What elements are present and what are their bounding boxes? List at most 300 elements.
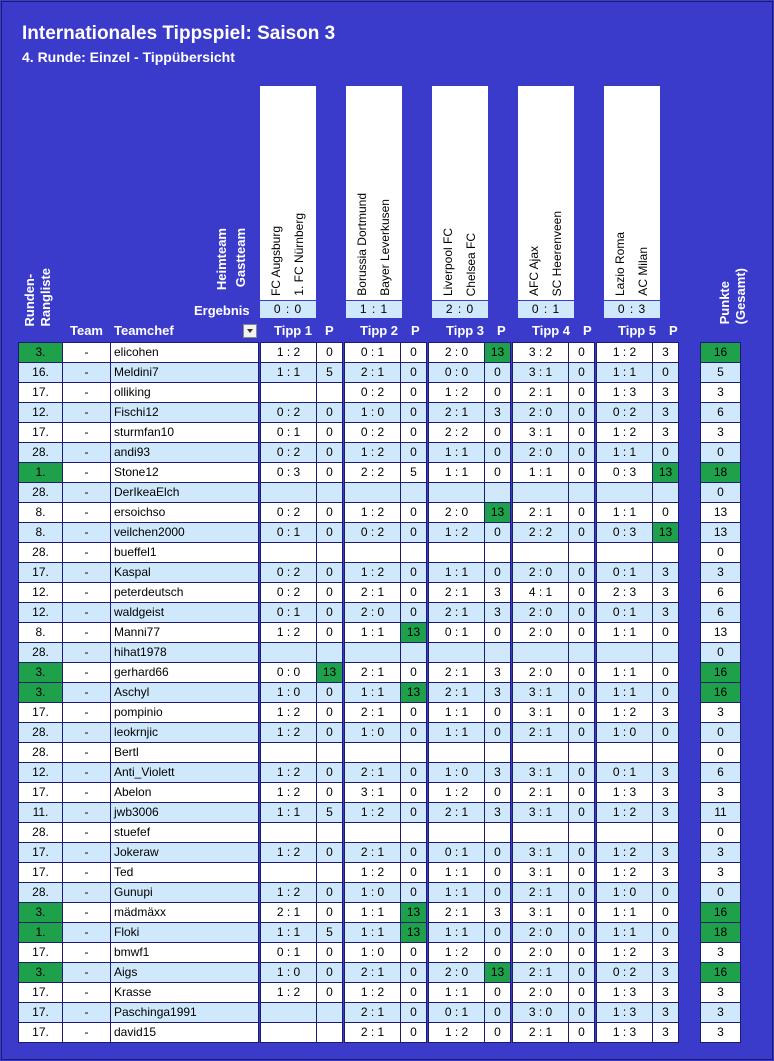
tipp-cell: 2 : 0 [513,663,569,683]
gastteam-label: Gastteam [233,228,248,288]
points-cell: 0 [401,803,427,823]
total-points-cell: 13 [701,503,741,523]
tipp-cell: 1 : 1 [429,863,485,883]
tipp-cell: 2 : 1 [345,1023,401,1043]
points-cell: 0 [569,983,595,1003]
points-cell: 0 [401,523,427,543]
tipp-cell: 2 : 1 [345,363,401,383]
points-cell: 0 [569,723,595,743]
points-cell: 3 [485,683,511,703]
table-row [19,403,741,423]
tipp-cell: 2 : 1 [345,1003,401,1023]
team-cell: - [63,783,111,803]
rank-cell: 12. [19,763,63,783]
tipp-cell [345,743,401,763]
tipp-cell [261,643,317,663]
points-cell: 0 [317,463,343,483]
tipp-cell: 2 : 1 [429,683,485,703]
tipp-cell [261,483,317,503]
points-cell: 0 [569,703,595,723]
points-cell: 13 [401,903,427,923]
tipp-2-header: Tipp 2 [360,323,399,338]
points-cell: 0 [485,843,511,863]
tipp-cell: 3 : 1 [513,703,569,723]
points-cell [317,823,343,843]
match-1-home: FC Augsburg [269,225,283,296]
points-cell: 3 [653,843,679,863]
table-row [19,883,741,903]
tipp-cell: 2 : 1 [513,783,569,803]
punkte-gesamt-header: Punkte (Gesamt) [717,268,748,325]
table-row [19,1003,741,1023]
tipp-cell: 1 : 0 [345,943,401,963]
teamchef-cell: Floki [111,923,259,943]
runden-rangliste-header: Runden- Rangliste [22,268,53,327]
tipp-cell: 1 : 2 [261,703,317,723]
teamchef-cell: andi93 [111,443,259,463]
match-2-teams [346,86,402,300]
tipp-cell: 1 : 3 [597,1003,653,1023]
points-cell: 0 [485,563,511,583]
tipp-cell: 1 : 1 [261,923,317,943]
total-points-cell: 16 [701,343,741,363]
table-row [19,443,741,463]
tipp-cell: 1 : 1 [345,923,401,943]
tipp-cell [597,483,653,503]
teamchef-cell: leokrnjic [111,723,259,743]
points-cell: 3 [653,963,679,983]
points-cell: 0 [485,783,511,803]
tipp-cell [345,643,401,663]
tipp-cell: 1 : 2 [597,423,653,443]
total-points-cell: 3 [701,843,741,863]
rank-cell: 3. [19,903,63,923]
rank-cell: 28. [19,723,63,743]
column-gap [679,363,701,383]
points-cell: 0 [569,603,595,623]
match-2-result: 1 : 1 [346,301,402,318]
match-4-away: SC Heerenveen [550,210,564,296]
column-gap [679,423,701,443]
tipp-cell: 1 : 2 [261,843,317,863]
teamchef-cell: Paschinga1991 [111,1003,259,1023]
team-cell: - [63,1023,111,1043]
points-cell [317,543,343,563]
points-cell: 0 [317,403,343,423]
points-cell [401,483,427,503]
tipp-cell [513,543,569,563]
points-cell: 0 [317,603,343,623]
tipp-cell: 1 : 3 [597,1023,653,1043]
tipp-cell: 1 : 3 [597,383,653,403]
rank-cell: 12. [19,403,63,423]
points-cell: 0 [317,583,343,603]
total-points-cell: 11 [701,803,741,823]
points-cell: 3 [653,603,679,623]
tipp-cell: 1 : 1 [597,683,653,703]
teamchef-cell: hihat1978 [111,643,259,663]
team-cell: - [63,663,111,683]
points-cell: 13 [401,623,427,643]
tipp-cell: 2 : 1 [261,903,317,923]
tipp-cell: 1 : 1 [597,623,653,643]
teamchef-cell: sturmfan10 [111,423,259,443]
teamchef-cell: Ted [111,863,259,883]
tipp-cell: 0 : 0 [261,663,317,683]
tipp-cell: 3 : 0 [513,1003,569,1023]
points-cell: 0 [485,703,511,723]
teamchef-cell: Jokeraw [111,843,259,863]
points-cell: 0 [317,423,343,443]
tipp-cell: 2 : 1 [513,723,569,743]
column-gap [679,583,701,603]
points-cell: 0 [317,883,343,903]
tipp-cell: 1 : 2 [429,943,485,963]
total-points-cell: 3 [701,1003,741,1023]
total-points-cell: 6 [701,583,741,603]
points-cell: 0 [401,963,427,983]
teamchef-cell: jwb3006 [111,803,259,823]
team-cell: - [63,623,111,643]
column-gap [679,903,701,923]
teamchef-cell: Meldini7 [111,363,259,383]
points-cell: 0 [485,723,511,743]
rank-cell: 17. [19,943,63,963]
tipp-cell: 1 : 1 [429,883,485,903]
tipp-cell: 1 : 2 [345,983,401,1003]
table-row [19,603,741,623]
team-cell: - [63,383,111,403]
points-cell: 0 [485,363,511,383]
tipp-cell: 1 : 2 [345,563,401,583]
column-gap [679,863,701,883]
tipp-cell: 0 : 1 [429,1003,485,1023]
points-cell: 13 [653,523,679,543]
points-cell: 3 [653,783,679,803]
tipp-cell: 2 : 1 [429,603,485,623]
match-3-away: Chelsea FC [464,232,478,296]
tipp-cell: 0 : 2 [345,383,401,403]
points-cell: 0 [317,903,343,923]
heimteam-label: Heimteam [214,228,229,291]
tipp-cell: 2 : 0 [513,403,569,423]
tipp-cell: 1 : 1 [429,463,485,483]
points-cell: 0 [401,363,427,383]
points-cell: 0 [485,443,511,463]
points-cell: 0 [569,683,595,703]
points-cell: 3 [485,763,511,783]
total-points-cell: 3 [701,703,741,723]
points-cell: 3 [653,863,679,883]
tipp-cell: 1 : 0 [345,883,401,903]
teamchef-cell: Kaspal [111,563,259,583]
team-cell: - [63,863,111,883]
teamchef-cell: peterdeutsch [111,583,259,603]
points-cell: 0 [569,923,595,943]
rank-cell: 28. [19,883,63,903]
teamchef-filter-button[interactable] [243,324,257,338]
teamchef-cell: Manni77 [111,623,259,643]
points-cell: 0 [569,903,595,923]
table-row [19,803,741,823]
tipp-cell: 1 : 1 [597,363,653,383]
tipp-cell: 2 : 0 [513,943,569,963]
tipp-cell: 1 : 0 [429,763,485,783]
tipp-cell: 2 : 2 [429,423,485,443]
teamchef-header: Teamchef [114,323,174,338]
points-4-header: P [583,323,592,338]
total-points-cell: 13 [701,623,741,643]
tipp-4-header: Tipp 4 [532,323,571,338]
column-gap [679,923,701,943]
tipp-cell: 0 : 2 [261,403,317,423]
points-cell [401,743,427,763]
column-gap [679,983,701,1003]
points-cell: 0 [485,983,511,1003]
points-cell [653,823,679,843]
points-cell: 0 [401,583,427,603]
tipp-cell [513,823,569,843]
tipp-cell: 1 : 1 [429,563,485,583]
rank-cell: 12. [19,583,63,603]
points-cell: 0 [317,523,343,543]
total-points-cell: 0 [701,643,741,663]
column-gap [679,1023,701,1043]
team-cell: - [63,403,111,423]
tipp-cell: 2 : 0 [513,603,569,623]
teamchef-cell: Stone12 [111,463,259,483]
tipp-cell: 1 : 1 [345,903,401,923]
match-4-home: AFC Ajax [527,245,541,296]
points-cell [401,543,427,563]
tipp-cell: 0 : 1 [261,523,317,543]
tipp-cell: 2 : 0 [513,923,569,943]
points-cell: 13 [485,963,511,983]
points-cell: 3 [653,983,679,1003]
tipp-cell: 0 : 3 [597,523,653,543]
points-cell: 0 [485,863,511,883]
total-points-cell: 3 [701,983,741,1003]
total-points-cell: 3 [701,383,741,403]
points-cell: 5 [317,803,343,823]
rank-cell: 3. [19,683,63,703]
tipp-1-header: Tipp 1 [274,323,313,338]
tipp-cell: 0 : 1 [597,603,653,623]
tipp-cell: 2 : 1 [513,883,569,903]
column-gap [679,843,701,863]
tipp-cell: 1 : 2 [597,803,653,823]
team-header: Team [70,323,103,338]
tipp-cell: 1 : 3 [597,783,653,803]
rank-cell: 17. [19,1003,63,1023]
tipp-cell: 1 : 0 [597,883,653,903]
total-points-cell: 16 [701,663,741,683]
points-cell [317,483,343,503]
total-points-cell: 0 [701,543,741,563]
tipp-cell [513,743,569,763]
points-cell: 0 [653,723,679,743]
points-cell: 3 [485,803,511,823]
table-row [19,763,741,783]
tipp-cell: 1 : 1 [597,443,653,463]
team-cell: - [63,883,111,903]
points-cell: 3 [653,403,679,423]
teamchef-cell: Gunupi [111,883,259,903]
points-cell [653,543,679,563]
tipp-cell: 1 : 2 [429,523,485,543]
tipp-cell: 2 : 2 [513,523,569,543]
points-cell [485,543,511,563]
teamchef-cell: olliking [111,383,259,403]
points-cell: 0 [317,983,343,1003]
tipp-cell: 1 : 0 [345,403,401,423]
match-3-home: Liverpool FC [441,227,455,296]
tipp-cell: 0 : 1 [261,603,317,623]
table-row [19,623,741,643]
total-points-cell: 6 [701,403,741,423]
teamchef-cell: elicohen [111,343,259,363]
tipp-cell: 1 : 2 [345,863,401,883]
tipp-cell: 2 : 1 [345,703,401,723]
tipp-cell [261,863,317,883]
page-title: Internationales Tippspiel: Saison 3 [22,23,336,44]
tipp-cell: 2 : 1 [513,383,569,403]
total-points-cell: 3 [701,1023,741,1043]
teamchef-cell: bueffel1 [111,543,259,563]
points-cell [401,643,427,663]
team-cell: - [63,1003,111,1023]
tipp-cell: 1 : 1 [597,903,653,923]
points-cell: 0 [569,503,595,523]
column-gap [679,963,701,983]
column-gap [679,803,701,823]
team-cell: - [63,763,111,783]
points-cell [485,643,511,663]
tipp-cell: 2 : 3 [597,583,653,603]
tipp-cell [261,1023,317,1043]
total-points-cell: 3 [701,943,741,963]
team-cell: - [63,603,111,623]
rank-cell: 28. [19,443,63,463]
tipp-cell: 4 : 1 [513,583,569,603]
tipp-cell: 0 : 2 [261,503,317,523]
tipp-cell [261,543,317,563]
tipp-cell: 2 : 2 [345,463,401,483]
points-cell: 0 [653,443,679,463]
team-cell: - [63,543,111,563]
total-points-cell: 13 [701,523,741,543]
points-cell: 0 [653,363,679,383]
tipp-cell: 1 : 1 [429,723,485,743]
team-cell: - [63,923,111,943]
points-cell: 0 [653,923,679,943]
teamchef-cell: Aschyl [111,683,259,703]
points-cell: 0 [569,943,595,963]
points-1-header: P [325,323,334,338]
points-cell: 0 [653,903,679,923]
teamchef-cell: bmwf1 [111,943,259,963]
points-cell: 0 [653,663,679,683]
tipp-cell: 1 : 3 [597,983,653,1003]
tipp-cell: 3 : 1 [513,843,569,863]
teamchef-cell: Aigs [111,963,259,983]
total-points-cell: 0 [701,883,741,903]
tipp-cell: 1 : 2 [261,983,317,1003]
tipp-cell: 1 : 2 [429,383,485,403]
team-cell: - [63,703,111,723]
tipp-cell: 2 : 1 [345,583,401,603]
tipp-cell: 1 : 2 [597,863,653,883]
match-5-away: AC Milan [636,247,650,296]
match-4-result: 0 : 1 [518,301,574,318]
points-cell: 0 [401,503,427,523]
points-5-header: P [669,323,678,338]
match-2-home: Borussia Dortmund [355,193,369,296]
team-cell: - [63,643,111,663]
column-gap [679,663,701,683]
tipp-cell [597,743,653,763]
tipp-cell: 1 : 2 [261,883,317,903]
column-gap [679,723,701,743]
column-gap [679,403,701,423]
points-cell: 0 [569,843,595,863]
table-row [19,543,741,563]
teamchef-cell: gerhard66 [111,663,259,683]
team-cell: - [63,943,111,963]
tipp-cell: 2 : 1 [429,903,485,923]
points-cell: 0 [401,343,427,363]
points-cell: 0 [569,343,595,363]
teamchef-cell: stuefef [111,823,259,843]
tipp-cell: 0 : 1 [429,623,485,643]
table-row [19,643,741,663]
points-cell: 0 [401,1023,427,1043]
points-cell: 5 [317,363,343,383]
tipp-cell: 2 : 0 [429,343,485,363]
teamchef-cell: Abelon [111,783,259,803]
column-gap [679,343,701,363]
tipp-cell: 3 : 1 [513,363,569,383]
points-cell: 3 [653,563,679,583]
table-row [19,563,741,583]
team-cell: - [63,463,111,483]
tipp-cell: 1 : 2 [597,703,653,723]
tipp-cell [597,823,653,843]
tipp-cell [261,1003,317,1023]
points-cell: 0 [401,863,427,883]
points-cell: 3 [485,903,511,923]
tipp-cell: 0 : 3 [261,463,317,483]
total-points-cell: 3 [701,863,741,883]
points-cell: 0 [317,343,343,363]
column-gap [679,543,701,563]
column-gap [679,603,701,623]
tipp-cell: 0 : 2 [261,583,317,603]
points-cell: 0 [485,943,511,963]
points-cell: 0 [485,383,511,403]
tipp-cell: 2 : 1 [429,403,485,423]
points-cell: 3 [653,1023,679,1043]
tipp-cell: 1 : 2 [261,623,317,643]
team-cell: - [63,843,111,863]
tipp-cell: 2 : 1 [513,1023,569,1043]
tipp-cell [345,823,401,843]
points-cell: 0 [485,463,511,483]
tipp-3-header: Tipp 3 [446,323,485,338]
match-1-away: 1. FC Nürnberg [292,213,306,296]
tipp-cell: 1 : 2 [261,763,317,783]
tipp-cell: 0 : 1 [261,943,317,963]
